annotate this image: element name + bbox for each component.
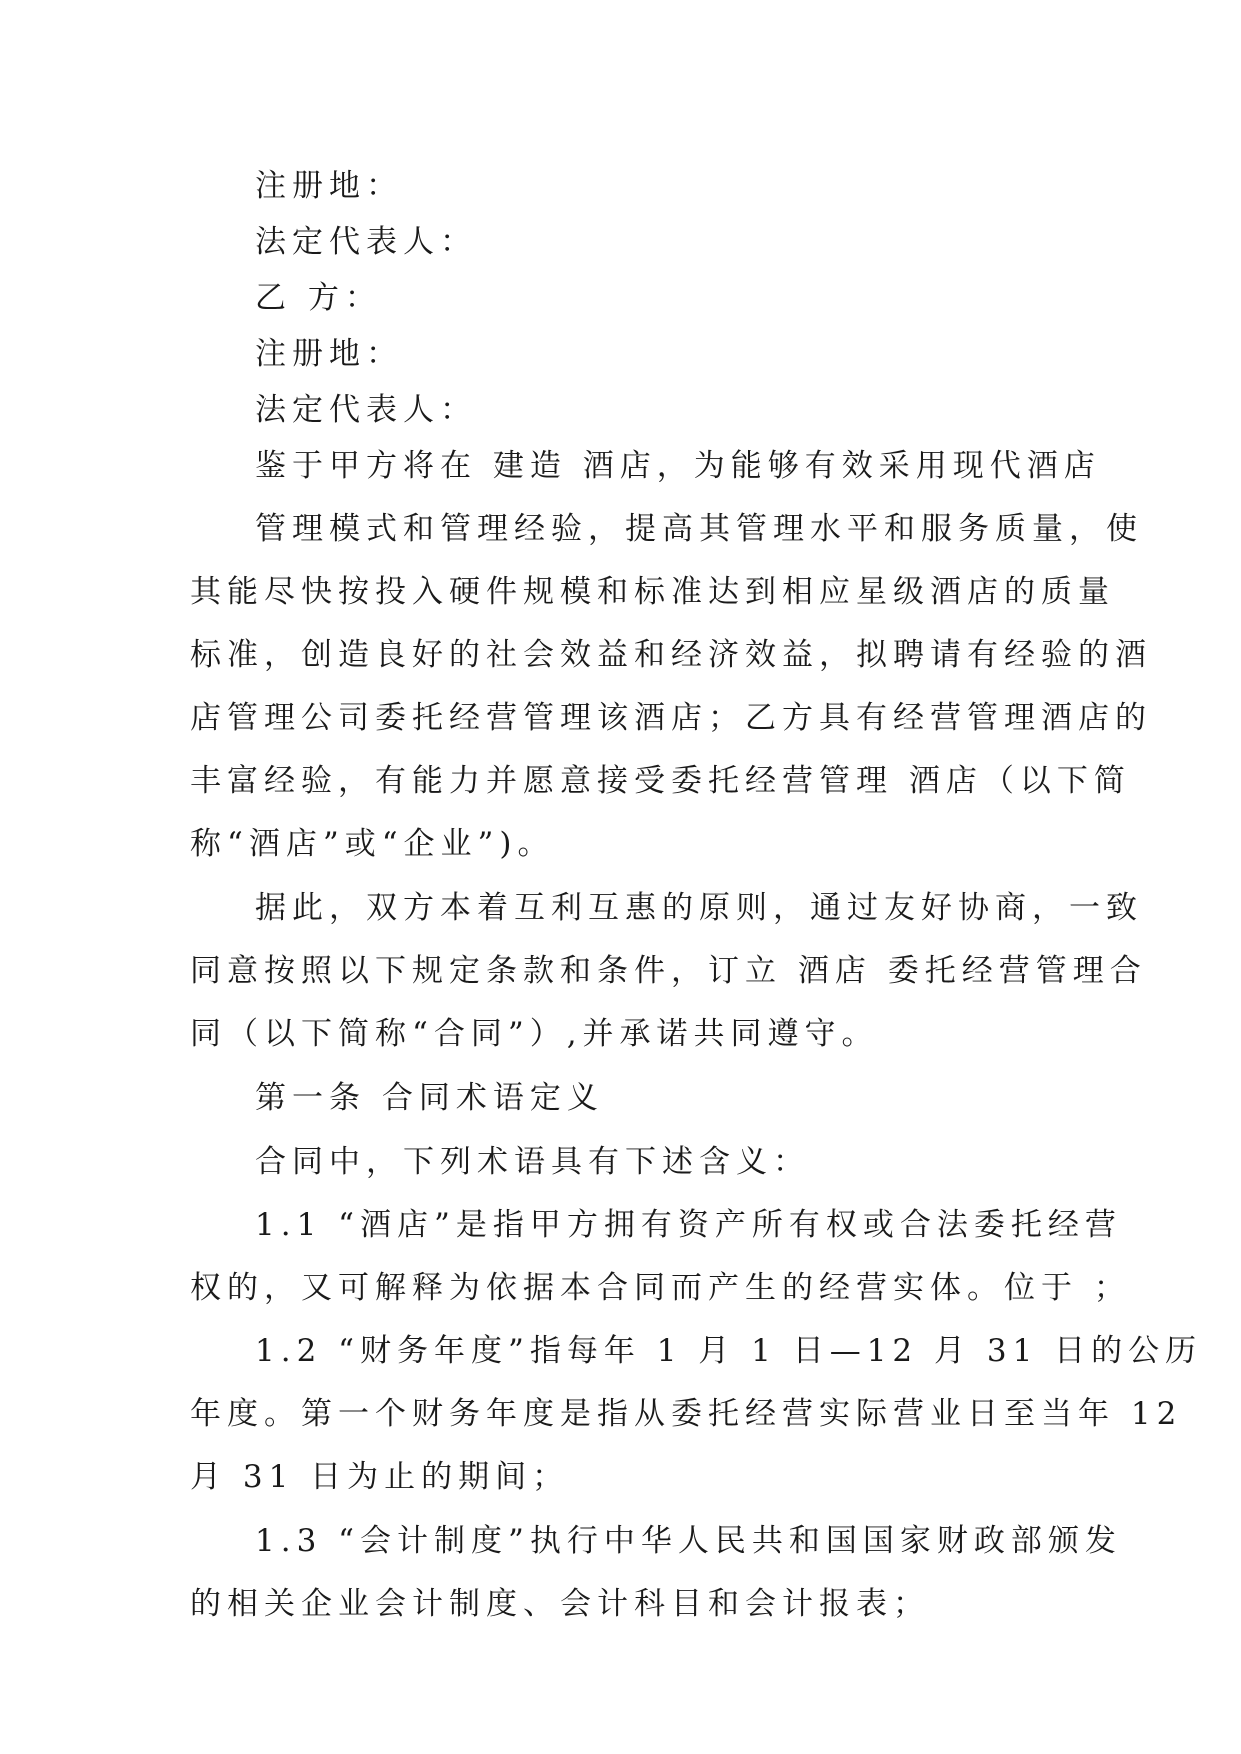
clause-1-2-line-3: 月 31 日为止的期间； <box>190 1459 570 1495</box>
clause-1-2-line-1: 1.2 “财务年度”指每年 1 月 1 日—12 月 31 日的公历 <box>255 1333 1203 1369</box>
clause-1-1-line-2: 权的，又可解释为依据本合同而产生的经营实体。位于 ； <box>190 1270 1131 1306</box>
agreement-line-3: 同（以下简称“合同”）,并承诺共同遵守。 <box>190 1016 879 1052</box>
clause-1-3-line-2: 的相关企业会计制度、会计科目和会计报表； <box>190 1586 930 1622</box>
recital-line-6: 丰富经验，有能力并愿意接受委托经营管理 酒店（以下简 <box>190 763 1131 799</box>
recital-line-3: 其能尽快按投入硬件规模和标准达到相应星级酒店的质量 <box>190 574 1115 610</box>
recital-line-1: 鉴于甲方将在 建造 酒店，为能够有效采用现代酒店 <box>255 448 1101 484</box>
clause-1-1-line-1: 1.1 “酒店”是指甲方拥有资产所有权或合法委托经营 <box>255 1207 1122 1243</box>
recital-line-2: 管理模式和管理经验，提高其管理水平和服务质量，使 <box>255 511 1143 547</box>
recital-line-5: 店管理公司委托经营管理该酒店；乙方具有经营管理酒店的 <box>190 700 1152 736</box>
agreement-line-1: 据此，双方本着互利互惠的原则，通过友好协商，一致 <box>255 890 1143 926</box>
clause-1-2-line-2: 年度。第一个财务年度是指从委托经营实际营业日至当年 12 <box>190 1396 1183 1432</box>
party-b-registered-address: 注册地： <box>255 336 403 372</box>
article-1-heading: 第一条 合同术语定义 <box>255 1080 604 1116</box>
agreement-line-2: 同意按照以下规定条款和条件，订立 酒店 委托经营管理合 <box>190 953 1147 989</box>
recital-line-4: 标准，创造良好的社会效益和经济效益，拟聘请有经验的酒 <box>190 637 1152 673</box>
party-a-registered-address: 注册地： <box>255 168 403 204</box>
recital-line-7: 称“酒店”或“企业”)。 <box>190 826 555 862</box>
party-b-label: 乙 方： <box>255 280 382 316</box>
definitions-intro: 合同中，下列术语具有下述含义： <box>255 1144 810 1180</box>
party-a-legal-representative: 法定代表人： <box>255 224 477 260</box>
clause-1-3-line-1: 1.3 “会计制度”执行中华人民共和国国家财政部颁发 <box>255 1523 1122 1559</box>
party-b-legal-representative: 法定代表人： <box>255 392 477 428</box>
